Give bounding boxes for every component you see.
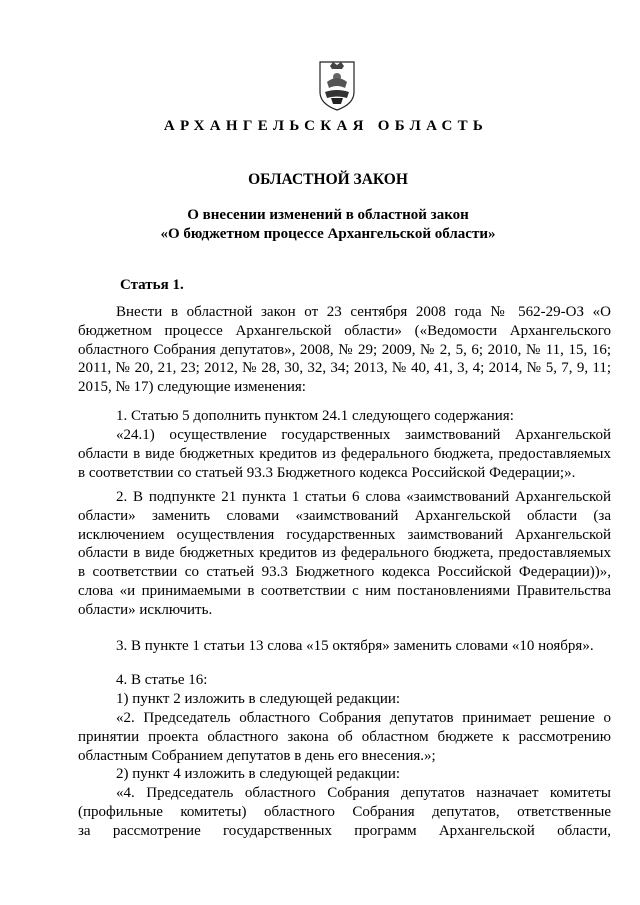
intro-text: Внести в областной закон от 23 сентября 2008 года № 562-29-ОЗ «О бюджетном процессе Архангельской области» («Ведомости Архангельского областного Собрания депутатов», 2008, № 29; 2009, № 2, 5, 6; 2010, № 11, 15, 16; 2011, № 20, 21, 23; 2012, № 28, 30, 32, 34; 2013, № 40, 41, 3, 4; 2014, № 5, 7, 9, 11; 2015, № 17) следующие изменения: — [78, 304, 611, 396]
item-3-paragraph: 3. В пункте 1 статьи 13 слова «15 октября» заменить словами «10 ноября». — [116, 638, 594, 654]
item-4-sub-1-head: 1) пункт 2 изложить в следующей редакции: — [116, 691, 401, 707]
item-4-head: 4. В статье 16: — [116, 672, 208, 688]
intro-paragraph — [78, 303, 611, 397]
law-title-line-2: «О бюджетном процессе Архангельской области» — [160, 226, 496, 242]
item-4-sub-1-text — [78, 709, 611, 765]
law-title-line-1: О внесении изменений в областной закон — [187, 207, 469, 223]
item-2-paragraph — [78, 488, 611, 620]
item-4-sub-1-body: «2. Председатель областного Собрания депутатов принимает решение о принятии проекта областного закона об областном бюджете к рассмотрению областным Собранием депутатов в день его внесения.»; — [78, 710, 611, 764]
item-1-text — [78, 426, 611, 482]
item-1-head: 1. Статью 5 дополнить пунктом 24.1 следующего содержания: — [116, 408, 514, 424]
item-4-sub-2-head: 2) пункт 4 изложить в следующей редакции: — [116, 766, 401, 782]
item-2-text: 2. В подпункте 21 пункта 1 статьи 6 слова «заимствований Архангельской области» заменить словами «заимствований Архангельской области (за исключением осуществления государственных заимствований Архангельской области в виде бюджетных кредитов из федерального бюджета, предоставляемых в соответствии со статьей 93.3 Бюджетного кодекса Российской Федерации))», слова «и принимаемыми в соответствии с ним постановлениями Правительства области» исключить. — [78, 489, 611, 618]
item-4-sub-2-line-1: «4. Председатель областного Собрания депутатов назначает комитеты — [116, 785, 611, 801]
item-4-sub-2-line-2: (профильные комитеты) областного Собрания депутатов, ответственные — [78, 804, 611, 820]
document-type: ОБЛАСТНОЙ ЗАКОН — [248, 171, 408, 188]
item-4-sub-2-line-3: за рассмотрение государственных программ Архангельской области, — [78, 823, 611, 839]
region-heading: АРХАНГЕЛЬСКАЯ ОБЛАСТЬ — [163, 118, 489, 134]
item-1-body: «24.1) осуществление государственных заимствований Архангельской области в виде бюджетных кредитов из федерального бюджета, предоставляемых в соответствии со статьей 93.3 Бюджетного кодекса Российской Федерации;». — [78, 427, 611, 481]
article-heading: Статья 1. — [120, 277, 184, 293]
coat-of-arms-icon — [317, 58, 357, 112]
